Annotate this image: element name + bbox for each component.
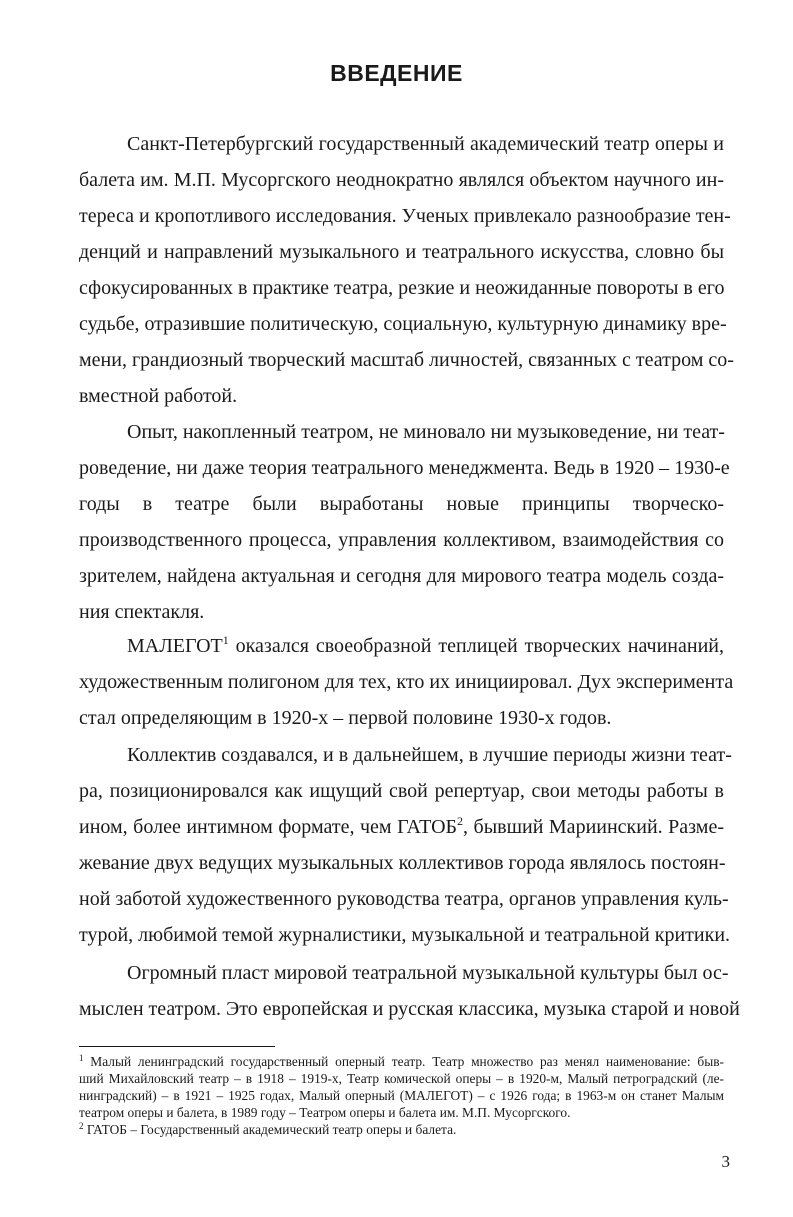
text-run: ином, более интимном формате, чем ГАТОБ (79, 816, 458, 838)
footnote-1-mark: 1 (79, 1053, 84, 1063)
text-line: судьбе, отразившие политическую, социальную, культурную динамику вре- (79, 313, 727, 335)
footnote-ref-1[interactable]: 1 (222, 633, 229, 647)
page-title: ВВЕДЕНИЕ (330, 60, 463, 86)
footnote-1-line: ший Михайловский театр – в 1918 – 1919-х, Театр комической оперы – в 1920-м, Малый петроградский (ле- (79, 1071, 724, 1086)
footnote-2-line (79, 1122, 724, 1138)
text-line (79, 815, 724, 839)
text-line: турой, любимой темой журналистики, музыкальной и театральной критики. (79, 924, 731, 946)
page-number: 3 (721, 1152, 730, 1171)
text-line: художественным полигоном для тех, кто их инициировал. Дух эксперимента (79, 671, 734, 693)
text-line: роведение, ни даже теория театрального менеджмента. Ведь в 1920 – 1930-е (79, 457, 730, 479)
footnote-ref-2[interactable]: 2 (457, 814, 464, 828)
text-line: годы в театре были выработаны новые принципы творческо- (79, 493, 724, 515)
text-line: жевание двух ведущих музыкальных коллективов города являлось постоян- (79, 852, 726, 874)
text-line: Коллектив создавался, и в дальнейшем, в лучшие периоды жизни теат- (127, 744, 732, 766)
text-run: ГАТОБ – Государственный академический театр оперы и балета. (83, 1122, 457, 1137)
footnote-2-mark: 2 (79, 1121, 84, 1131)
malegot-word: МАЛЕГОТ (127, 635, 223, 657)
text-line: зрителем, найдена актуальная и сегодня для мирового театра модель созда- (79, 565, 724, 587)
text-line: производственного процесса, управления коллективом, взаимодействия со (79, 529, 724, 551)
text-run: , бывший Мариинский. Разме- (463, 816, 724, 838)
text-line: стал определяющим в 1920-х – первой половине 1930-х годов. (79, 707, 612, 729)
footnote-separator (79, 1046, 275, 1047)
footnote-1-line (79, 1054, 724, 1070)
text-line: Санкт-Петербургский государственный академический театр оперы и (127, 133, 724, 155)
text-line: ра, позиционировался как ищущий свой репертуар, свои методы работы в (79, 780, 724, 802)
text-line: мыслен театром. Это европейская и русская классика, музыка старой и новой (79, 998, 740, 1020)
text-line: Огромный пласт мировой театральной музыкальной культуры был ос- (127, 962, 729, 984)
text-line: Опыт, накопленный театром, не миновало ни музыковедение, ни теат- (127, 421, 725, 443)
text-line: сфокусированных в практике театра, резкие и неожиданные повороты в его (79, 277, 725, 299)
text-line (79, 634, 724, 658)
text-line: балета им. М.П. Мусоргского неоднократно являлся объектом научного ин- (79, 169, 724, 191)
text-line: тереса и кропотливого исследования. Ученых привлекало разнообразие тен- (79, 205, 731, 227)
text-line: ния спектакля. (79, 601, 205, 623)
text-run: Малый ленинградский государственный оперный театр. Театр множество раз менял наименование: быв- (83, 1054, 724, 1069)
text-line: денций и направлений музыкального и театрального искусства, словно бы (79, 241, 724, 263)
footnote-1-line: нинградский) – в 1921 – 1925 годах, Малый оперный (МАЛЕГОТ) – с 1926 года; в 1963-м он станет Малым (79, 1088, 724, 1103)
footnote-1-line: театром оперы и балета, в 1989 году – Театром оперы и балета им. М.П. Мусоргского. (79, 1105, 571, 1120)
text-line: вместной работой. (79, 385, 238, 407)
text-line: ной заботой художественного руководства театра, органов управления куль- (79, 888, 729, 910)
text-run: оказался своеобразной теплицей творческих начинаний, (228, 635, 724, 657)
text-line: мени, грандиозный творческий масштаб личностей, связанных с театром со- (79, 349, 734, 371)
